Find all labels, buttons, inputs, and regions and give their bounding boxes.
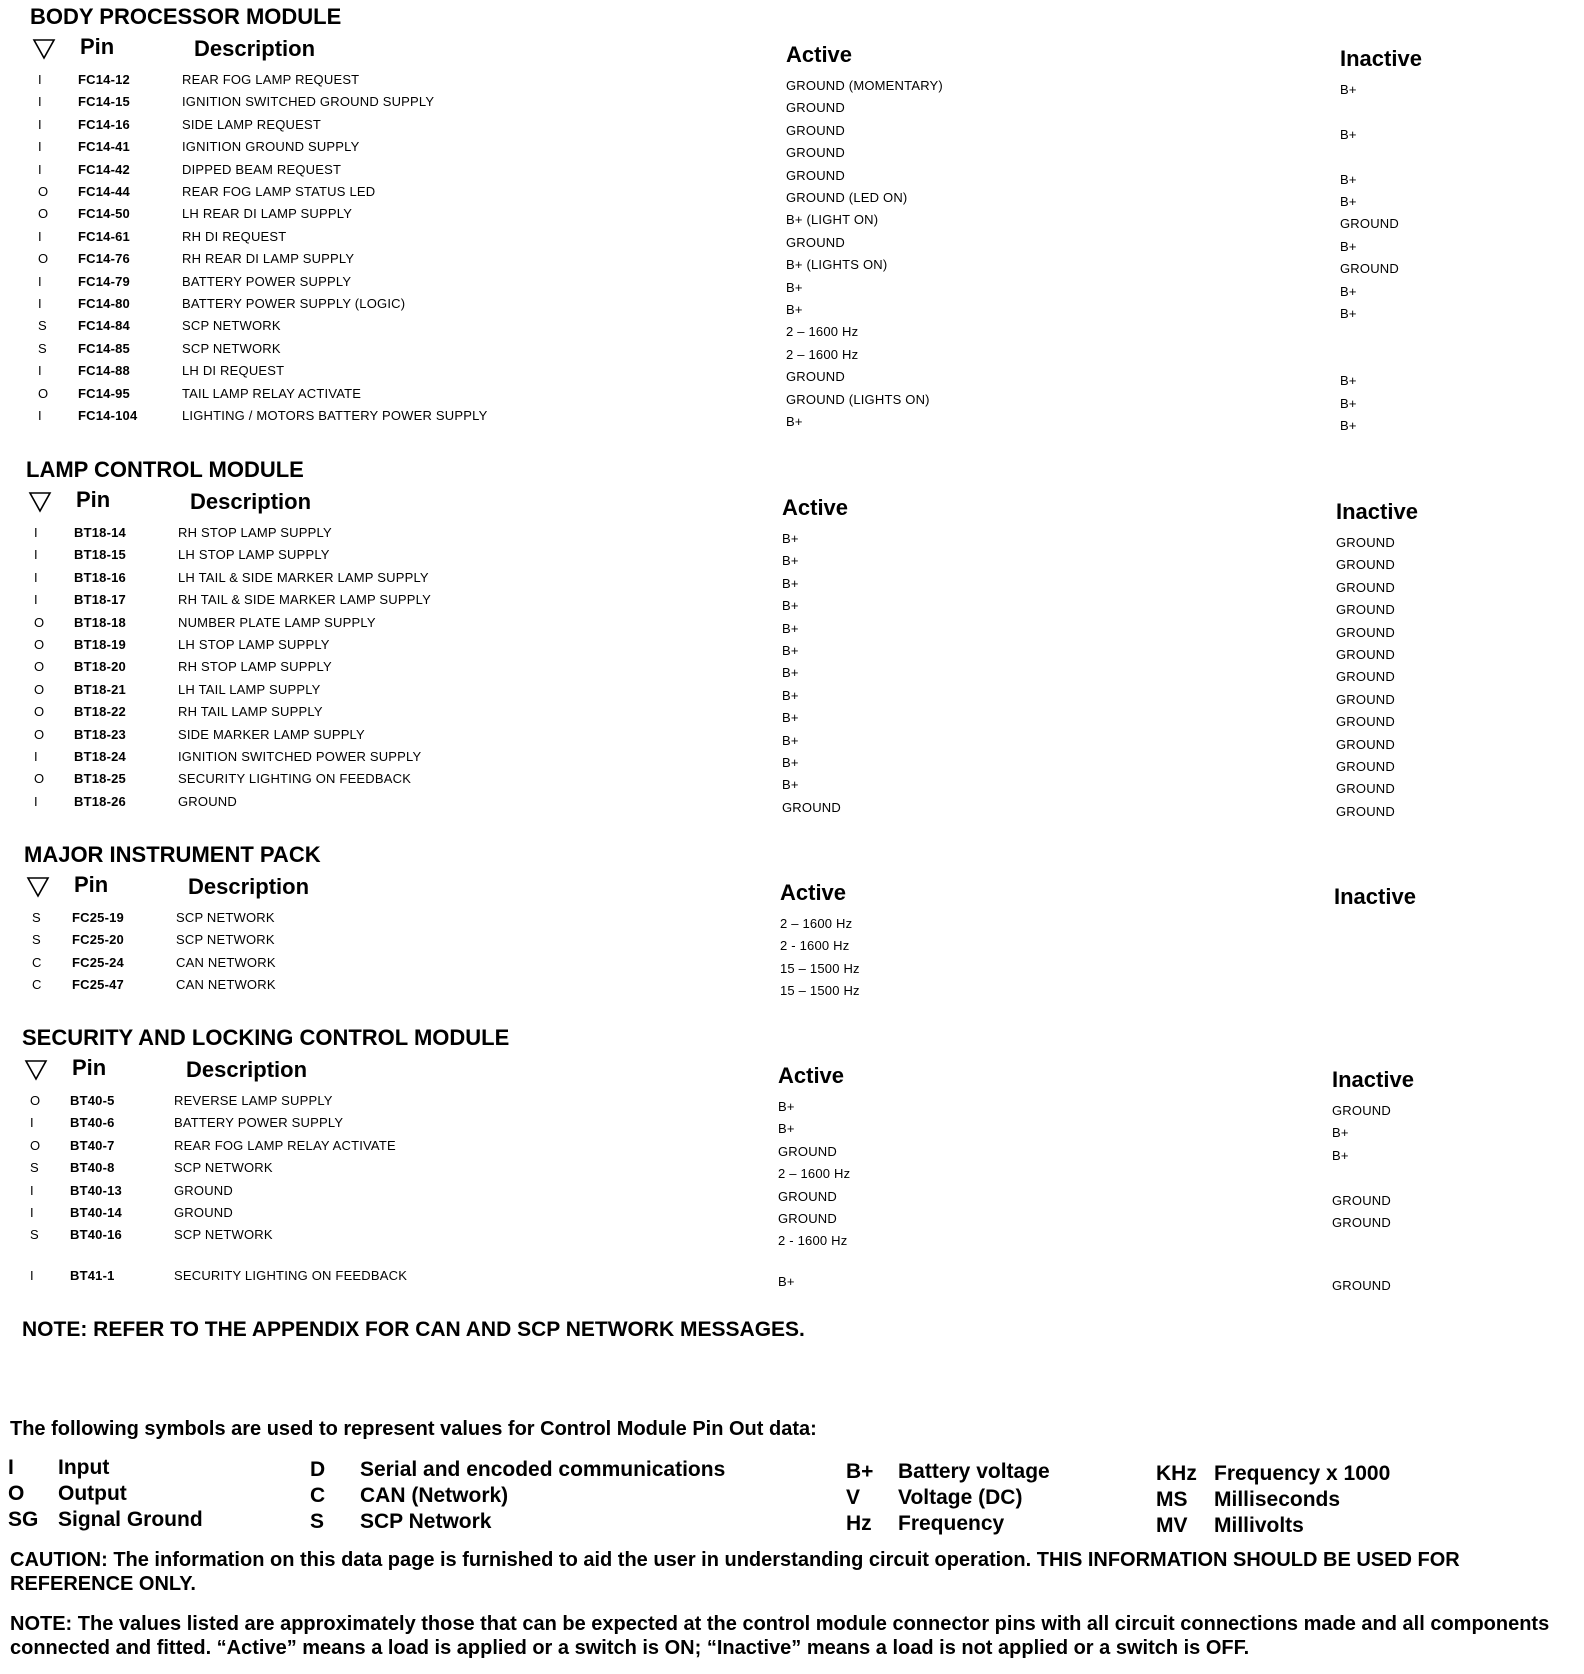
- table-row: [0, 408, 1584, 433]
- table-row: [0, 228, 1584, 254]
- pin-cell: FC14-76: [78, 251, 130, 267]
- pin-cell: BT18-16: [74, 569, 126, 585]
- column-header-inactive: Inactive: [1334, 884, 1416, 909]
- type-cell: I: [34, 525, 38, 540]
- active-cell: GROUND: [778, 1143, 837, 1159]
- column-header-pin: Pin: [72, 1055, 107, 1080]
- legend-symbol: I: [8, 1456, 14, 1479]
- description-cell: CAN NETWORK: [176, 954, 276, 970]
- inactive-cell: B+: [1340, 306, 1357, 321]
- table-row: [0, 363, 1584, 389]
- active-cell: B+: [782, 755, 799, 770]
- legend-symbol: B+: [846, 1460, 874, 1483]
- active-cell: B+: [782, 732, 799, 748]
- inactive-cell: GROUND: [1336, 736, 1395, 752]
- active-cell: GROUND (MOMENTARY): [786, 78, 943, 93]
- description-cell: LH TAIL & SIDE MARKER LAMP SUPPLY: [178, 569, 429, 585]
- inactive-cell: GROUND: [1336, 647, 1395, 662]
- table-row: [0, 341, 1584, 361]
- table-row: [0, 184, 1584, 209]
- table-row: [0, 1182, 1584, 1208]
- pin-cell: BT40-5: [70, 1093, 115, 1108]
- active-cell: 2 – 1600 Hz: [778, 1166, 851, 1182]
- description-cell: SCP NETWORK: [176, 932, 275, 948]
- legend-symbol: MV: [1156, 1514, 1188, 1537]
- pin-cell: FC14-61: [78, 228, 130, 244]
- type-cell: O: [34, 681, 45, 697]
- description-cell: RH STOP LAMP SUPPLY: [178, 525, 332, 540]
- pin-cell: FC25-24: [72, 954, 124, 970]
- active-cell: B+: [782, 553, 799, 569]
- type-cell: I: [34, 592, 38, 608]
- legend-meaning: Voltage (DC): [898, 1486, 1023, 1509]
- legend-symbol: Hz: [846, 1512, 872, 1535]
- pin-cell: FC14-79: [78, 273, 130, 289]
- inactive-cell: GROUND: [1340, 261, 1399, 277]
- inactive-cell: GROUND: [1336, 669, 1395, 685]
- table-row: [0, 206, 1584, 232]
- type-cell: I: [30, 1267, 34, 1283]
- column-header-description: Description: [190, 489, 312, 514]
- description-cell: IGNITION SWITCHED POWER SUPPLY: [178, 749, 422, 764]
- column-header-pin: Pin: [74, 872, 109, 897]
- legend-meaning: Output: [58, 1482, 127, 1505]
- triangle-icon: [32, 38, 56, 60]
- description-cell: SCP NETWORK: [174, 1227, 273, 1243]
- table-row: [0, 704, 1584, 730]
- pin-cell: BT40-6: [70, 1115, 115, 1131]
- column-header-description: Description: [194, 36, 316, 61]
- active-cell: B+ (LIGHTS ON): [786, 257, 888, 273]
- table-row: [0, 1227, 1584, 1247]
- type-cell: S: [30, 1227, 39, 1243]
- active-cell: GROUND: [786, 369, 845, 385]
- table-row: [0, 681, 1584, 707]
- type-cell: O: [34, 726, 45, 742]
- legend-symbol: C: [310, 1484, 326, 1507]
- inactive-cell: GROUND: [1336, 714, 1395, 730]
- table-row: [0, 1267, 1584, 1293]
- type-cell: C: [32, 977, 42, 993]
- type-cell: I: [30, 1115, 34, 1131]
- type-cell: I: [30, 1205, 34, 1220]
- type-cell: I: [38, 161, 42, 177]
- legend-symbol: KHz: [1156, 1462, 1197, 1485]
- legend-meaning: CAN (Network): [360, 1484, 509, 1507]
- pin-cell: FC14-88: [78, 363, 130, 379]
- pin-cell: FC14-95: [78, 385, 130, 401]
- active-cell: B+: [778, 1121, 795, 1137]
- table-row: [0, 659, 1584, 685]
- active-cell: B+: [782, 643, 799, 658]
- description-cell: RH TAIL LAMP SUPPLY: [178, 704, 323, 720]
- column-header-active: Active: [786, 42, 853, 67]
- type-cell: S: [32, 932, 41, 948]
- inactive-cell: GROUND: [1336, 624, 1395, 640]
- type-cell: I: [38, 296, 42, 311]
- type-cell: I: [38, 116, 42, 132]
- active-cell: 15 – 1500 Hz: [780, 983, 860, 999]
- description-cell: SECURITY LIGHTING ON FEEDBACK: [178, 771, 412, 787]
- column-header-active: Active: [780, 880, 847, 905]
- inactive-cell: B+: [1332, 1147, 1349, 1163]
- description-cell: SECURITY LIGHTING ON FEEDBACK: [174, 1267, 408, 1283]
- pin-cell: BT40-13: [70, 1182, 122, 1198]
- description-cell: LIGHTING / MOTORS BATTERY POWER SUPPLY: [182, 408, 488, 423]
- inactive-cell: GROUND: [1336, 803, 1395, 819]
- pin-cell: BT18-14: [74, 525, 126, 540]
- legend-symbol: S: [310, 1510, 325, 1533]
- column-header-pin: Pin: [80, 34, 115, 59]
- description-cell: GROUND: [178, 793, 237, 809]
- table-row: [0, 161, 1584, 187]
- legend-meaning: Input: [58, 1456, 110, 1479]
- table-row: [0, 614, 1584, 640]
- pin-cell: FC14-12: [78, 72, 130, 87]
- table-row: [0, 547, 1584, 573]
- type-cell: O: [34, 637, 45, 652]
- description-cell: REVERSE LAMP SUPPLY: [174, 1093, 333, 1108]
- column-header-description: Description: [186, 1057, 308, 1082]
- legend-meaning: Frequency: [898, 1512, 1005, 1535]
- active-cell: B+: [778, 1273, 795, 1289]
- table-row: [0, 749, 1584, 774]
- active-cell: GROUND: [786, 145, 845, 161]
- pin-cell: BT18-15: [74, 547, 126, 563]
- active-cell: GROUND: [786, 122, 845, 138]
- legend-meaning: Milliseconds: [1214, 1488, 1341, 1511]
- description-cell: RH STOP LAMP SUPPLY: [178, 659, 332, 675]
- inactive-cell: B+: [1340, 373, 1357, 389]
- pin-cell: BT18-17: [74, 592, 126, 608]
- type-cell: O: [38, 206, 49, 222]
- active-cell: 2 - 1600 Hz: [778, 1233, 848, 1249]
- inactive-cell: GROUND: [1336, 535, 1395, 550]
- inactive-cell: B+: [1340, 126, 1357, 142]
- description-cell: SCP NETWORK: [182, 340, 281, 356]
- type-cell: O: [30, 1093, 41, 1108]
- table-row: [0, 910, 1584, 930]
- pin-cell: FC14-44: [78, 184, 130, 199]
- active-cell: B+: [782, 575, 799, 591]
- description-cell: RH DI REQUEST: [182, 228, 287, 244]
- description-cell: REAR FOG LAMP STATUS LED: [182, 184, 376, 199]
- table-row: [0, 569, 1584, 595]
- active-cell: B+: [782, 687, 799, 703]
- table-row: [0, 318, 1584, 338]
- type-cell: I: [30, 1182, 34, 1198]
- legend-symbol: SG: [8, 1508, 39, 1531]
- table-row: [0, 1160, 1584, 1180]
- type-cell: I: [34, 749, 38, 764]
- active-cell: 2 – 1600 Hz: [786, 346, 859, 362]
- pin-cell: BT40-8: [70, 1160, 115, 1176]
- table-row: [0, 273, 1584, 299]
- legend-intro: The following symbols are used to represent values for Control Module Pin Out data:: [10, 1418, 817, 1440]
- table-row: [0, 251, 1584, 277]
- active-cell: B+: [782, 710, 799, 726]
- description-cell: TAIL LAMP RELAY ACTIVATE: [182, 385, 362, 401]
- inactive-cell: GROUND: [1332, 1192, 1391, 1208]
- module-title: MAJOR INSTRUMENT PACK: [24, 842, 321, 867]
- type-cell: S: [38, 340, 47, 356]
- active-cell: B+: [786, 414, 803, 429]
- legend-meaning: Serial and encoded communications: [360, 1458, 726, 1481]
- pin-cell: BT18-21: [74, 681, 126, 697]
- description-cell: REAR FOG LAMP RELAY ACTIVATE: [174, 1137, 396, 1153]
- active-cell: B+ (LIGHT ON): [786, 212, 879, 228]
- pin-cell: FC14-104: [78, 408, 138, 423]
- description-cell: BATTERY POWER SUPPLY: [182, 273, 352, 289]
- pin-cell: BT18-19: [74, 637, 126, 652]
- pin-cell: FC25-19: [72, 910, 124, 925]
- type-cell: I: [34, 547, 38, 563]
- caution-text: CAUTION: The information on this data page is furnished to aid the user in understanding circuit operation. THIS INFORMATION SHOULD BE USED FOR REFERENCE ONLY.: [10, 1549, 1460, 1595]
- description-cell: NUMBER PLATE LAMP SUPPLY: [178, 614, 376, 630]
- inactive-cell: GROUND: [1336, 602, 1395, 618]
- active-cell: GROUND: [786, 100, 845, 116]
- inactive-cell: B+: [1340, 171, 1357, 187]
- triangle-icon: [24, 1059, 48, 1081]
- description-cell: RH TAIL & SIDE MARKER LAMP SUPPLY: [178, 592, 431, 608]
- active-cell: GROUND: [786, 167, 845, 183]
- description-cell: SIDE MARKER LAMP SUPPLY: [178, 726, 365, 742]
- table-row: [0, 296, 1584, 321]
- active-cell: 15 – 1500 Hz: [780, 960, 860, 976]
- module-title: BODY PROCESSOR MODULE: [30, 4, 342, 29]
- active-cell: 2 – 1600 Hz: [780, 916, 853, 931]
- legend-symbol: O: [8, 1482, 25, 1505]
- table-row: [0, 1115, 1584, 1141]
- column-header-inactive: Inactive: [1340, 46, 1422, 71]
- inactive-cell: GROUND: [1336, 579, 1395, 595]
- active-cell: B+: [782, 777, 799, 793]
- type-cell: S: [30, 1160, 39, 1176]
- pin-cell: FC25-47: [72, 977, 124, 993]
- legend-meaning: SCP Network: [360, 1510, 492, 1533]
- active-cell: B+: [782, 665, 799, 681]
- inactive-cell: GROUND: [1332, 1277, 1391, 1293]
- type-cell: O: [34, 771, 45, 787]
- pin-cell: BT18-18: [74, 614, 126, 630]
- column-header-inactive: Inactive: [1336, 499, 1418, 524]
- description-cell: LH STOP LAMP SUPPLY: [178, 637, 330, 652]
- column-header-inactive: Inactive: [1332, 1067, 1414, 1092]
- type-cell: O: [34, 659, 45, 675]
- triangle-icon: [26, 876, 50, 898]
- description-cell: LH DI REQUEST: [182, 363, 285, 379]
- pin-cell: FC25-20: [72, 932, 124, 948]
- active-cell: GROUND: [782, 799, 841, 815]
- column-header-active: Active: [782, 495, 849, 520]
- type-cell: I: [38, 139, 42, 155]
- pin-cell: BT18-20: [74, 659, 126, 675]
- active-cell: B+: [782, 531, 799, 546]
- description-cell: LH STOP LAMP SUPPLY: [178, 547, 330, 563]
- inactive-cell: B+: [1332, 1125, 1349, 1141]
- active-cell: 2 – 1600 Hz: [786, 324, 859, 340]
- pin-cell: BT41-1: [70, 1267, 115, 1283]
- type-cell: I: [38, 228, 42, 244]
- inactive-cell: B+: [1340, 283, 1357, 299]
- table-row: [0, 637, 1584, 662]
- description-cell: GROUND: [174, 1182, 233, 1198]
- active-cell: B+: [786, 279, 803, 295]
- type-cell: I: [38, 94, 42, 110]
- description-cell: LH REAR DI LAMP SUPPLY: [182, 206, 353, 222]
- inactive-cell: GROUND: [1332, 1103, 1391, 1118]
- pin-cell: FC14-84: [78, 318, 130, 334]
- table-row: [0, 116, 1584, 142]
- type-cell: O: [34, 614, 45, 630]
- active-cell: B+: [782, 598, 799, 614]
- description-cell: BATTERY POWER SUPPLY (LOGIC): [182, 296, 406, 311]
- inactive-cell: GROUND: [1336, 691, 1395, 707]
- module-title: SECURITY AND LOCKING CONTROL MODULE: [22, 1025, 510, 1050]
- pin-cell: FC14-16: [78, 116, 130, 132]
- table-row: [0, 771, 1584, 797]
- table-row: [0, 1205, 1584, 1230]
- active-cell: GROUND: [786, 234, 845, 250]
- legend-symbol: V: [846, 1486, 861, 1509]
- pin-cell: FC14-42: [78, 161, 130, 177]
- description-cell: REAR FOG LAMP REQUEST: [182, 72, 360, 87]
- active-cell: GROUND (LED ON): [786, 190, 908, 205]
- active-cell: B+: [778, 1099, 795, 1114]
- description-cell: LH TAIL LAMP SUPPLY: [178, 681, 321, 697]
- pin-cell: BT18-23: [74, 726, 126, 742]
- legend-meaning: Signal Ground: [58, 1508, 203, 1531]
- description-cell: DIPPED BEAM REQUEST: [182, 161, 342, 177]
- pin-cell: FC14-50: [78, 206, 130, 222]
- legend-symbol: D: [310, 1458, 326, 1481]
- description-cell: SCP NETWORK: [182, 318, 281, 334]
- inactive-cell: B+: [1340, 238, 1357, 254]
- legend-symbol: MS: [1156, 1488, 1188, 1511]
- pin-cell: BT18-22: [74, 704, 126, 720]
- pin-cell: FC14-41: [78, 139, 130, 155]
- description-cell: BATTERY POWER SUPPLY: [174, 1115, 344, 1131]
- type-cell: I: [34, 793, 38, 809]
- pin-cell: BT40-16: [70, 1227, 122, 1243]
- column-header-description: Description: [188, 874, 310, 899]
- values-note: NOTE: The values listed are approximately those that can be expected at the control module connector pins with all circuit connections made and all components connected and fitted. “Active” means a load is applied or a switch is ON; “Inactive” means a load is not applied or a switch is OFF.: [10, 1613, 1550, 1659]
- inactive-cell: B+: [1340, 194, 1357, 209]
- inactive-cell: B+: [1340, 418, 1357, 433]
- table-row: [0, 726, 1584, 752]
- table-row: [0, 1093, 1584, 1118]
- pin-cell: BT40-7: [70, 1137, 115, 1153]
- type-cell: O: [38, 385, 49, 401]
- table-row: [0, 139, 1584, 159]
- type-cell: I: [38, 273, 42, 289]
- type-cell: S: [38, 318, 47, 334]
- active-cell: B+: [786, 302, 803, 317]
- legend-meaning: Battery voltage: [898, 1460, 1050, 1483]
- type-cell: I: [38, 408, 42, 423]
- module-title: LAMP CONTROL MODULE: [26, 457, 304, 482]
- pin-cell: FC14-15: [78, 94, 130, 110]
- type-cell: O: [34, 704, 45, 720]
- active-cell: GROUND: [778, 1188, 837, 1204]
- pin-cell: BT18-26: [74, 793, 126, 809]
- column-header-pin: Pin: [76, 487, 111, 512]
- table-row: [0, 525, 1584, 550]
- table-row: [0, 955, 1584, 975]
- description-cell: SCP NETWORK: [176, 910, 275, 925]
- active-cell: 2 - 1600 Hz: [780, 938, 850, 954]
- type-cell: C: [32, 954, 42, 970]
- inactive-cell: B+: [1340, 82, 1357, 97]
- inactive-cell: GROUND: [1336, 557, 1395, 573]
- type-cell: O: [38, 251, 49, 267]
- description-cell: CAN NETWORK: [176, 977, 276, 993]
- inactive-cell: B+: [1340, 395, 1357, 411]
- table-row: [0, 1137, 1584, 1163]
- inactive-cell: GROUND: [1332, 1215, 1391, 1230]
- pin-cell: BT40-14: [70, 1205, 122, 1220]
- type-cell: I: [38, 72, 42, 87]
- table-row: [0, 932, 1584, 952]
- triangle-icon: [28, 491, 52, 513]
- description-cell: SCP NETWORK: [174, 1160, 273, 1176]
- inactive-cell: GROUND: [1336, 759, 1395, 774]
- type-cell: I: [38, 363, 42, 379]
- description-cell: GROUND: [174, 1205, 233, 1220]
- legend-meaning: Millivolts: [1214, 1514, 1304, 1537]
- active-cell: GROUND: [778, 1211, 837, 1226]
- description-cell: IGNITION SWITCHED GROUND SUPPLY: [182, 94, 435, 110]
- active-cell: GROUND (LIGHTS ON): [786, 391, 930, 407]
- pin-cell: BT18-25: [74, 771, 126, 787]
- description-cell: RH REAR DI LAMP SUPPLY: [182, 251, 355, 267]
- type-cell: O: [30, 1137, 41, 1153]
- table-row: [0, 977, 1584, 997]
- description-cell: SIDE LAMP REQUEST: [182, 116, 321, 132]
- type-cell: I: [34, 569, 38, 585]
- type-cell: S: [32, 910, 41, 925]
- appendix-note: NOTE: REFER TO THE APPENDIX FOR CAN AND SCP NETWORK MESSAGES.: [22, 1318, 805, 1341]
- table-row: [0, 592, 1584, 618]
- legend-meaning: Frequency x 1000: [1214, 1462, 1391, 1485]
- table-row: [0, 94, 1584, 114]
- table-row: [0, 793, 1584, 819]
- active-cell: B+: [782, 620, 799, 636]
- table-row: [0, 385, 1584, 411]
- description-cell: IGNITION GROUND SUPPLY: [182, 139, 360, 155]
- inactive-cell: GROUND: [1336, 781, 1395, 797]
- table-row: [0, 72, 1584, 97]
- pin-cell: FC14-85: [78, 340, 130, 356]
- inactive-cell: GROUND: [1340, 216, 1399, 232]
- pin-cell: FC14-80: [78, 296, 130, 311]
- column-header-active: Active: [778, 1063, 845, 1088]
- type-cell: O: [38, 184, 49, 199]
- pin-cell: BT18-24: [74, 749, 126, 764]
